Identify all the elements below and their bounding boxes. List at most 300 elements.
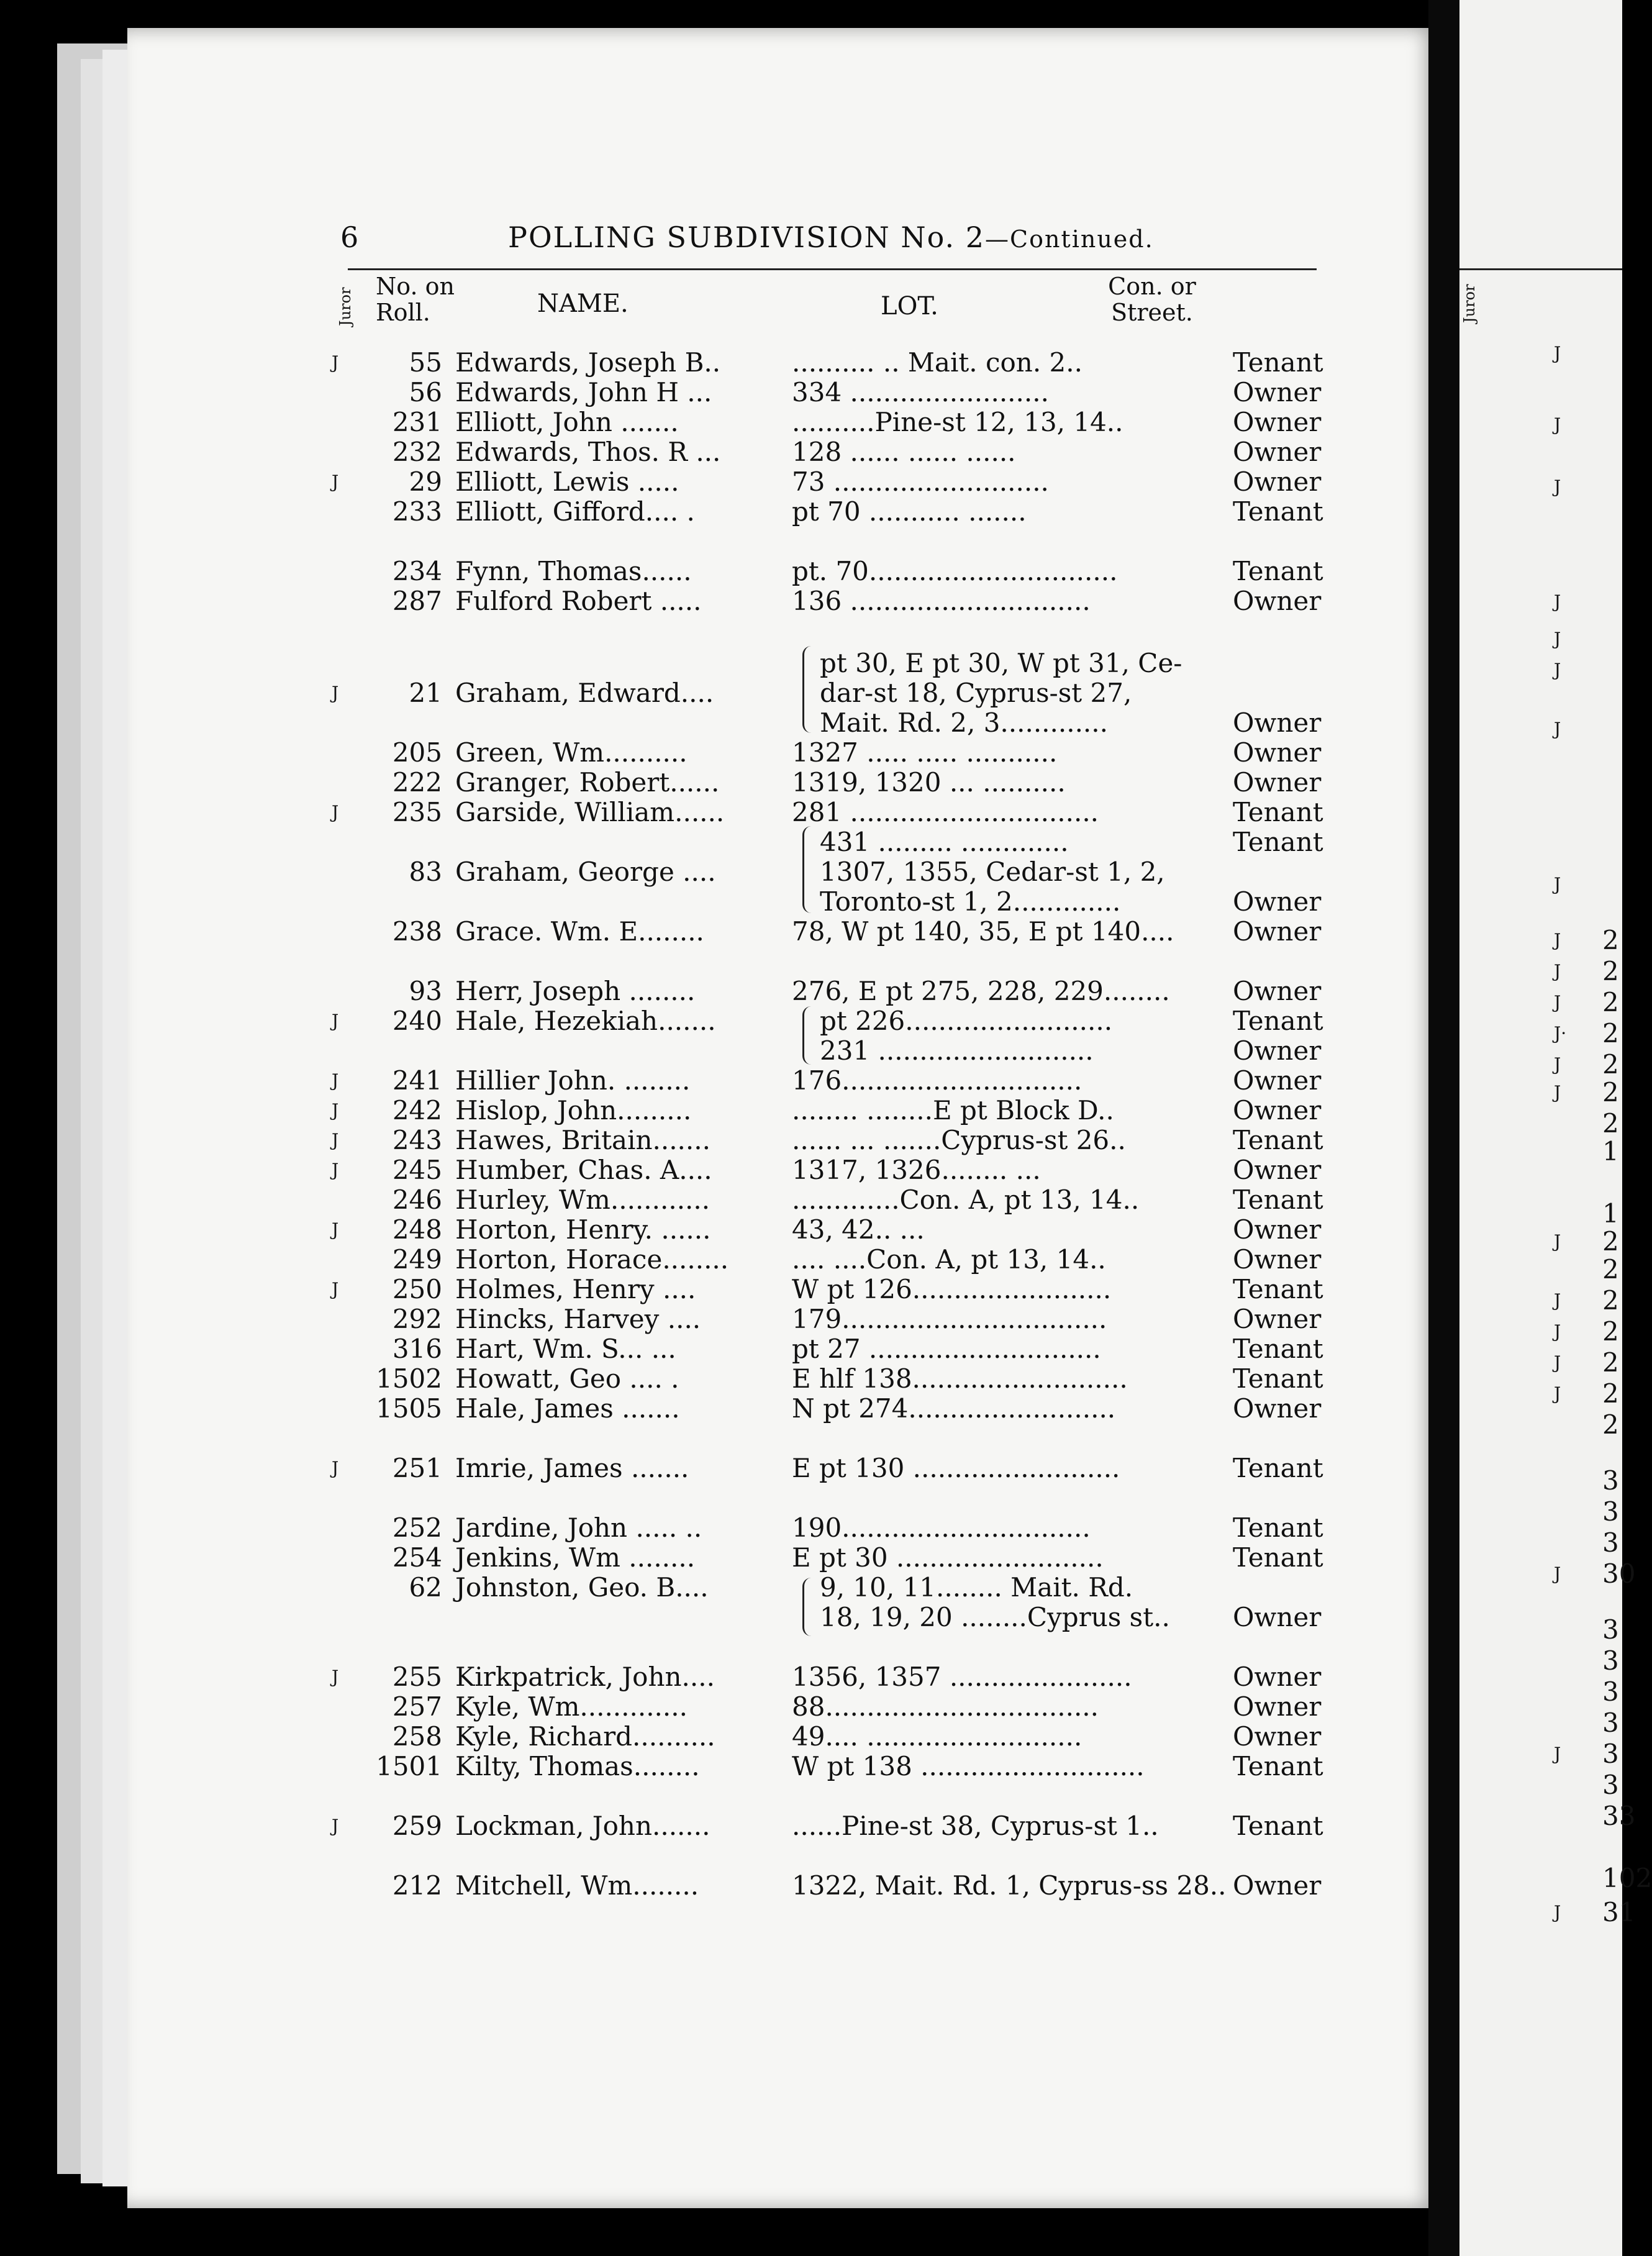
facing-row bbox=[1459, 1615, 1622, 1645]
elector-name: Edwards, John H ... bbox=[455, 377, 712, 407]
elector-row bbox=[329, 1752, 1323, 1781]
facing-juror-mark: J bbox=[1554, 1054, 1561, 1075]
tenure-status: Owner bbox=[1233, 1095, 1322, 1126]
facing-roll-fragment: 3 bbox=[1602, 1708, 1619, 1738]
name-header: NAME. bbox=[537, 289, 629, 318]
roll-number: 251 bbox=[392, 1453, 442, 1483]
juror-mark: J bbox=[332, 1160, 339, 1180]
elector-name: Graham, Edward.... bbox=[455, 678, 714, 708]
facing-roll-fragment: 2 bbox=[1602, 1285, 1619, 1316]
facing-row bbox=[1459, 1109, 1622, 1139]
elector-row bbox=[329, 1006, 1323, 1036]
tenure-status: Owner bbox=[1233, 916, 1322, 947]
lot-description: 281 .............................. bbox=[792, 797, 1099, 827]
elector-name: Kyle, Wm............. bbox=[455, 1691, 688, 1722]
facing-roll-fragment: 33 bbox=[1602, 1801, 1636, 1831]
juror-mark: J bbox=[332, 1458, 339, 1478]
elector-name: Lockman, John....... bbox=[455, 1811, 710, 1841]
elector-name: Hislop, John......... bbox=[455, 1095, 692, 1126]
elector-row bbox=[329, 917, 1323, 947]
lot-description: 136 ............................. bbox=[792, 586, 1091, 616]
elector-row bbox=[329, 1245, 1323, 1275]
lot-description: ........ ........E pt Block D.. bbox=[792, 1095, 1114, 1126]
tenure-status: Owner bbox=[1233, 1602, 1322, 1632]
facing-roll-fragment: 2 bbox=[1602, 1409, 1619, 1440]
facing-row bbox=[1459, 1739, 1622, 1769]
roll-number: 83 bbox=[409, 857, 442, 887]
elector-row bbox=[329, 467, 1323, 497]
juror-mark: J bbox=[332, 1816, 339, 1836]
header-rule bbox=[348, 268, 1317, 270]
roll-number: 212 bbox=[392, 1870, 442, 1901]
facing-juror-mark: J bbox=[1554, 1383, 1561, 1404]
lot-description: 78, W pt 140, 35, E pt 140.... bbox=[792, 916, 1174, 947]
facing-roll-fragment: 3 bbox=[1602, 1739, 1619, 1769]
roll-number: 1502 bbox=[376, 1363, 442, 1394]
elector-row bbox=[329, 1185, 1323, 1215]
facing-roll-fragment: 3 bbox=[1602, 1527, 1619, 1558]
group-brace bbox=[802, 646, 815, 733]
roll-number: 29 bbox=[409, 466, 442, 497]
facing-roll-fragment: 3 bbox=[1602, 1645, 1619, 1676]
roll-number: 242 bbox=[392, 1095, 442, 1126]
facing-juror-mark: J bbox=[1554, 719, 1561, 739]
tenure-status: Tenant bbox=[1233, 797, 1323, 827]
facing-header-rule bbox=[1459, 268, 1622, 270]
juror-mark: J bbox=[332, 1100, 339, 1121]
facing-row bbox=[1459, 1137, 1622, 1167]
lot-description: 176............................. bbox=[792, 1065, 1082, 1096]
elector-name: Grace. Wm. E........ bbox=[455, 916, 704, 947]
lot-description: 190.............................. bbox=[792, 1512, 1091, 1543]
facing-roll-fragment: 2 bbox=[1602, 1347, 1619, 1378]
tenure-status: Tenant bbox=[1233, 1453, 1323, 1483]
tenure-status: Owner bbox=[1233, 407, 1322, 437]
lot-description: 231 .......................... bbox=[820, 1035, 1094, 1066]
facing-row bbox=[1459, 1528, 1622, 1558]
elector-name: Garside, William...... bbox=[455, 797, 725, 827]
facing-row bbox=[1459, 1227, 1622, 1257]
roll-number: 234 bbox=[392, 556, 442, 586]
group-brace bbox=[802, 826, 815, 913]
tenure-status: Owner bbox=[1233, 707, 1322, 738]
juror-mark: J bbox=[332, 802, 339, 822]
elector-row bbox=[329, 1453, 1323, 1483]
facing-juror-mark: J· bbox=[1554, 1023, 1567, 1044]
facing-roll-fragment: 3 bbox=[1602, 1496, 1619, 1527]
facing-roll-fragment: 31 bbox=[1602, 1897, 1636, 1927]
facing-row bbox=[1459, 587, 1622, 617]
tenure-status: Owner bbox=[1233, 1244, 1322, 1275]
facing-roll-fragment: 2 bbox=[1602, 925, 1619, 955]
elector-name: Elliott, John ....... bbox=[455, 407, 679, 437]
lot-description: 1327 ..... ..... ........... bbox=[792, 737, 1058, 768]
elector-row bbox=[329, 586, 1323, 616]
juror-mark: J bbox=[332, 1130, 339, 1150]
elector-row bbox=[329, 1722, 1323, 1752]
lot-description: Mait. Rd. 2, 3............. bbox=[820, 707, 1108, 738]
roll-number: 259 bbox=[392, 1811, 442, 1841]
tenure-status: Owner bbox=[1233, 1870, 1322, 1901]
facing-juror-mark: J bbox=[1554, 1231, 1561, 1252]
roll-number: 232 bbox=[392, 437, 442, 467]
elector-row bbox=[329, 1066, 1323, 1096]
roll-number: 1501 bbox=[376, 1751, 442, 1781]
facing-row bbox=[1459, 1255, 1622, 1285]
facing-roll-fragment: 102 bbox=[1602, 1863, 1652, 1893]
tenure-status: Owner bbox=[1233, 377, 1322, 407]
roll-number: 255 bbox=[392, 1662, 442, 1692]
facing-row bbox=[1459, 870, 1622, 899]
facing-row bbox=[1459, 1199, 1622, 1229]
tenure-status: Owner bbox=[1233, 1155, 1322, 1185]
lot-description: pt 27 ............................ bbox=[792, 1334, 1101, 1364]
tenure-status: Tenant bbox=[1233, 1363, 1323, 1394]
elector-row bbox=[329, 1036, 1323, 1066]
tenure-status: Tenant bbox=[1233, 556, 1323, 586]
elector-row bbox=[329, 1275, 1323, 1304]
con-or-street-header: Con. or Street. bbox=[1108, 273, 1196, 326]
elector-row bbox=[329, 1692, 1323, 1722]
roll-number: 254 bbox=[392, 1542, 442, 1573]
facing-roll-fragment: 2 bbox=[1602, 1018, 1619, 1048]
lot-description: .............Con. A, pt 13, 14.. bbox=[792, 1185, 1140, 1215]
elector-name: Mitchell, Wm........ bbox=[455, 1870, 699, 1901]
elector-name: Jenkins, Wm ........ bbox=[455, 1542, 696, 1573]
lot-description: 1356, 1357 ...................... bbox=[792, 1662, 1132, 1692]
roll-number: 233 bbox=[392, 496, 442, 527]
lot-description: 18, 19, 20 ........Cyprus st.. bbox=[820, 1602, 1170, 1632]
roll-number: 316 bbox=[392, 1334, 442, 1364]
lot-description: pt 30, E pt 30, W pt 31, Ce- bbox=[820, 648, 1182, 678]
facing-roll-fragment: 1 bbox=[1602, 1198, 1619, 1229]
lot-description: 1317, 1326........ ... bbox=[792, 1155, 1041, 1185]
facing-roll-fragment: 2 bbox=[1602, 987, 1619, 1017]
elector-name: Elliott, Gifford.... . bbox=[455, 496, 695, 527]
elector-name: Granger, Robert...... bbox=[455, 767, 720, 798]
elector-row bbox=[329, 1871, 1323, 1901]
tenure-status: Owner bbox=[1233, 586, 1322, 616]
facing-juror-mark: J bbox=[1554, 343, 1561, 363]
elector-name: Humber, Chas. A.... bbox=[455, 1155, 712, 1185]
elector-row bbox=[329, 1394, 1323, 1424]
facing-roll-fragment: 1 bbox=[1602, 1136, 1619, 1167]
facing-juror-mark: J bbox=[1554, 992, 1561, 1012]
facing-row bbox=[1459, 1558, 1636, 1589]
tenure-status: Tenant bbox=[1233, 1006, 1323, 1036]
facing-roll-fragment: 2 bbox=[1602, 956, 1619, 986]
tenure-status: Tenant bbox=[1233, 1185, 1323, 1215]
column-headers bbox=[329, 273, 1317, 342]
facing-juror-mark: J bbox=[1554, 1902, 1561, 1922]
lot-description: ..........Pine-st 12, 13, 14.. bbox=[792, 407, 1123, 437]
lot-description: dar-st 18, Cyprus-st 27, bbox=[820, 678, 1132, 708]
facing-roll-fragment: 2 bbox=[1602, 1049, 1619, 1080]
elector-row bbox=[329, 1573, 1323, 1603]
page-number: 6 bbox=[340, 221, 359, 254]
elector-row bbox=[329, 378, 1323, 407]
lot-description: N pt 274......................... bbox=[792, 1393, 1116, 1424]
elector-row bbox=[329, 1334, 1323, 1364]
elector-row bbox=[329, 738, 1323, 768]
lot-description: 276, E pt 275, 228, 229........ bbox=[792, 976, 1170, 1006]
facing-row bbox=[1459, 1466, 1622, 1496]
lot-description: 431 ......... ............. bbox=[820, 827, 1069, 857]
facing-page-edge bbox=[1459, 0, 1652, 2256]
elector-row bbox=[329, 1603, 1323, 1632]
tenure-status: Owner bbox=[1233, 1691, 1322, 1722]
elector-row bbox=[329, 887, 1323, 917]
roll-number: 250 bbox=[392, 1274, 442, 1304]
juror-mark: J bbox=[332, 1070, 339, 1091]
lot-description: pt. 70.............................. bbox=[792, 556, 1118, 586]
facing-row bbox=[1459, 1286, 1622, 1316]
facing-row bbox=[1459, 1770, 1622, 1800]
facing-roll-fragment: 3 bbox=[1602, 1614, 1619, 1645]
facing-row bbox=[1459, 1801, 1636, 1831]
facing-row bbox=[1459, 1348, 1622, 1378]
tenure-status: Owner bbox=[1233, 886, 1322, 917]
roll-number: 257 bbox=[392, 1691, 442, 1722]
facing-row bbox=[1459, 1410, 1622, 1440]
elector-name: Kilty, Thomas........ bbox=[455, 1751, 700, 1781]
elector-name: Hurley, Wm............ bbox=[455, 1185, 710, 1215]
facing-row bbox=[1459, 410, 1622, 440]
facing-juror-mark: J bbox=[1554, 660, 1561, 680]
facing-row bbox=[1459, 1708, 1622, 1738]
lot-description: 49.... .......................... bbox=[792, 1721, 1082, 1752]
page-gutter bbox=[1428, 0, 1459, 2256]
facing-roll-fragment: 30 bbox=[1602, 1558, 1636, 1589]
tenure-status: Tenant bbox=[1233, 1542, 1323, 1573]
facing-row bbox=[1459, 1646, 1622, 1676]
roll-number: 21 bbox=[409, 678, 442, 708]
tenure-status: Tenant bbox=[1233, 347, 1323, 378]
lot-description: E pt 30 ......................... bbox=[792, 1542, 1104, 1573]
juror-mark: J bbox=[332, 1219, 339, 1240]
lot-description: 88................................. bbox=[792, 1691, 1099, 1722]
facing-row bbox=[1459, 624, 1622, 654]
elector-row bbox=[329, 557, 1323, 586]
tenure-status: Tenant bbox=[1233, 1334, 1323, 1364]
page-header bbox=[340, 221, 1312, 264]
elector-row bbox=[329, 407, 1323, 437]
elector-name: Hale, Hezekiah....... bbox=[455, 1006, 716, 1036]
group-brace bbox=[802, 1578, 815, 1636]
tenure-status: Tenant bbox=[1233, 827, 1323, 857]
group-brace bbox=[802, 1006, 815, 1065]
roll-number: 93 bbox=[409, 976, 442, 1006]
tenure-status: Owner bbox=[1233, 1721, 1322, 1752]
tenure-status: Owner bbox=[1233, 767, 1322, 798]
lot-description: ...... ... .......Cyprus-st 26.. bbox=[792, 1125, 1126, 1155]
lot-description: pt 226......................... bbox=[820, 1006, 1113, 1036]
facing-roll-fragment: 2 bbox=[1602, 1378, 1619, 1409]
facing-juror-mark: J bbox=[1554, 591, 1561, 612]
tenure-status: Owner bbox=[1233, 1304, 1322, 1334]
tenure-status: Owner bbox=[1233, 437, 1322, 467]
tenure-status: Tenant bbox=[1233, 496, 1323, 527]
lot-description: 1319, 1320 ... .......... bbox=[792, 767, 1066, 798]
juror-mark: J bbox=[332, 1667, 339, 1687]
roll-number: 287 bbox=[392, 586, 442, 616]
facing-row bbox=[1459, 1317, 1622, 1347]
facing-juror-mark: J bbox=[1554, 930, 1561, 950]
elector-name: Edwards, Joseph B.. bbox=[455, 347, 721, 378]
facing-row bbox=[1459, 1497, 1622, 1527]
elector-name: Hincks, Harvey .... bbox=[455, 1304, 701, 1334]
tenure-status: Owner bbox=[1233, 1065, 1322, 1096]
elector-name: Holmes, Henry .... bbox=[455, 1274, 696, 1304]
tenure-status: Owner bbox=[1233, 1393, 1322, 1424]
elector-name: Howatt, Geo .... . bbox=[455, 1363, 679, 1394]
tenure-status: Owner bbox=[1233, 1035, 1322, 1066]
lot-header: LOT. bbox=[881, 292, 938, 321]
facing-juror-mark: J bbox=[1554, 1744, 1561, 1764]
roll-number: 1505 bbox=[376, 1393, 442, 1424]
facing-row bbox=[1459, 1677, 1622, 1707]
roll-number: 246 bbox=[392, 1185, 442, 1215]
facing-roll-fragment: 2 bbox=[1602, 1226, 1619, 1257]
juror-mark: J bbox=[332, 683, 339, 703]
roll-number: 249 bbox=[392, 1244, 442, 1275]
tenure-status: Tenant bbox=[1233, 1274, 1323, 1304]
tenure-status: Owner bbox=[1233, 466, 1322, 497]
roll-number: 62 bbox=[409, 1572, 442, 1603]
roll-number: 222 bbox=[392, 767, 442, 798]
facing-row bbox=[1459, 339, 1622, 368]
elector-row bbox=[329, 1811, 1323, 1841]
elector-name: Graham, George .... bbox=[455, 857, 716, 887]
elector-name: Hawes, Britain....... bbox=[455, 1125, 710, 1155]
facing-juror-mark: J bbox=[1554, 1352, 1561, 1373]
facing-row bbox=[1459, 472, 1622, 502]
roll-number: 235 bbox=[392, 797, 442, 827]
facing-juror-mark: J bbox=[1554, 629, 1561, 649]
elector-row bbox=[329, 437, 1323, 467]
elector-row bbox=[329, 827, 1323, 857]
tenure-status: Owner bbox=[1233, 737, 1322, 768]
elector-row bbox=[329, 1096, 1323, 1126]
elector-row bbox=[329, 1304, 1323, 1334]
elector-row bbox=[329, 976, 1323, 1006]
elector-row bbox=[329, 1215, 1323, 1245]
elector-row bbox=[329, 768, 1323, 798]
roll-number: 252 bbox=[392, 1512, 442, 1543]
elector-name: Hale, James ....... bbox=[455, 1393, 680, 1424]
roll-number: 205 bbox=[392, 737, 442, 768]
lot-description: pt 70 ........... ....... bbox=[792, 496, 1027, 527]
facing-juror-mark: J bbox=[1554, 1082, 1561, 1103]
elector-name: Elliott, Lewis ..... bbox=[455, 466, 679, 497]
facing-juror-mark: J bbox=[1554, 414, 1561, 435]
tenure-status: Owner bbox=[1233, 1662, 1322, 1692]
facing-roll-fragment: 2 bbox=[1602, 1254, 1619, 1285]
roll-number: 245 bbox=[392, 1155, 442, 1185]
juror-mark: J bbox=[332, 1279, 339, 1299]
roll-number: 243 bbox=[392, 1125, 442, 1155]
lot-description: 73 .......................... bbox=[792, 466, 1049, 497]
subdivision-number: No. 2 bbox=[901, 221, 985, 254]
juror-column-header: Juror bbox=[337, 287, 354, 326]
elector-row bbox=[329, 1155, 1323, 1185]
elector-name: Herr, Joseph ........ bbox=[455, 976, 696, 1006]
facing-juror-mark: J bbox=[1554, 476, 1561, 497]
title-text: POLLING SUBDIVISION bbox=[508, 221, 891, 254]
tenure-status: Owner bbox=[1233, 976, 1322, 1006]
roll-number: 292 bbox=[392, 1304, 442, 1334]
facing-roll-fragment: 2 bbox=[1602, 1316, 1619, 1347]
elector-name: Fulford Robert ..... bbox=[455, 586, 702, 616]
elector-row bbox=[329, 1662, 1323, 1692]
lot-description: .......... .. Mait. con. 2.. bbox=[792, 347, 1082, 378]
elector-row bbox=[329, 497, 1323, 527]
lot-description: 43, 42.. ... bbox=[792, 1214, 925, 1245]
facing-roll-fragment: 3 bbox=[1602, 1465, 1619, 1496]
lot-description: 334 ........................ bbox=[792, 377, 1049, 407]
facing-row bbox=[1459, 714, 1622, 744]
elector-name: Horton, Henry. ...... bbox=[455, 1214, 711, 1245]
facing-row bbox=[1459, 957, 1622, 986]
lot-description: 179................................ bbox=[792, 1304, 1107, 1334]
roll-number: 241 bbox=[392, 1065, 442, 1096]
elector-name: Hillier John. ........ bbox=[455, 1065, 691, 1096]
roll-number: 231 bbox=[392, 407, 442, 437]
elector-row bbox=[329, 857, 1323, 887]
elector-name: Fynn, Thomas...... bbox=[455, 556, 692, 586]
elector-name: Johnston, Geo. B.... bbox=[455, 1572, 709, 1603]
roll-number: 238 bbox=[392, 916, 442, 947]
facing-juror-mark: J bbox=[1554, 1321, 1561, 1342]
elector-row bbox=[329, 1126, 1323, 1155]
elector-name: Imrie, James ....... bbox=[455, 1453, 689, 1483]
elector-row bbox=[329, 678, 1323, 708]
elector-row bbox=[329, 648, 1323, 678]
tenure-status: Owner bbox=[1233, 1214, 1322, 1245]
roll-number: 55 bbox=[409, 347, 442, 378]
facing-juror-header: Juror bbox=[1461, 284, 1478, 323]
lot-description: E hlf 138.......................... bbox=[792, 1363, 1128, 1394]
lot-description: E pt 130 ......................... bbox=[792, 1453, 1120, 1483]
roll-number: 240 bbox=[392, 1006, 442, 1036]
facing-roll-fragment: 3 bbox=[1602, 1676, 1619, 1707]
elector-row bbox=[329, 1543, 1323, 1573]
elector-name: Kyle, Richard.......... bbox=[455, 1721, 715, 1752]
facing-juror-mark: J bbox=[1554, 1563, 1561, 1584]
facing-row bbox=[1459, 988, 1622, 1017]
running-title bbox=[508, 221, 1154, 254]
facing-row bbox=[1459, 655, 1622, 685]
facing-roll-fragment: 2 bbox=[1602, 1077, 1619, 1108]
elector-name: Green, Wm.......... bbox=[455, 737, 688, 768]
lot-description: 9, 10, 11........ Mait. Rd. bbox=[820, 1572, 1133, 1603]
facing-row bbox=[1459, 926, 1622, 955]
facing-roll-fragment: 2 bbox=[1602, 1108, 1619, 1139]
elector-name: Horton, Horace........ bbox=[455, 1244, 729, 1275]
roll-number: 56 bbox=[409, 377, 442, 407]
tenure-status: Tenant bbox=[1233, 1512, 1323, 1543]
facing-row bbox=[1459, 1897, 1636, 1927]
lot-description: W pt 138 ........................... bbox=[792, 1751, 1145, 1781]
tenure-status: Tenant bbox=[1233, 1811, 1323, 1841]
facing-row bbox=[1459, 1379, 1622, 1409]
juror-mark: J bbox=[332, 471, 339, 492]
facing-row bbox=[1459, 1863, 1652, 1893]
facing-juror-mark: J bbox=[1554, 874, 1561, 894]
juror-mark: J bbox=[332, 1011, 339, 1031]
roll-number: 248 bbox=[392, 1214, 442, 1245]
tenure-status: Tenant bbox=[1233, 1751, 1323, 1781]
